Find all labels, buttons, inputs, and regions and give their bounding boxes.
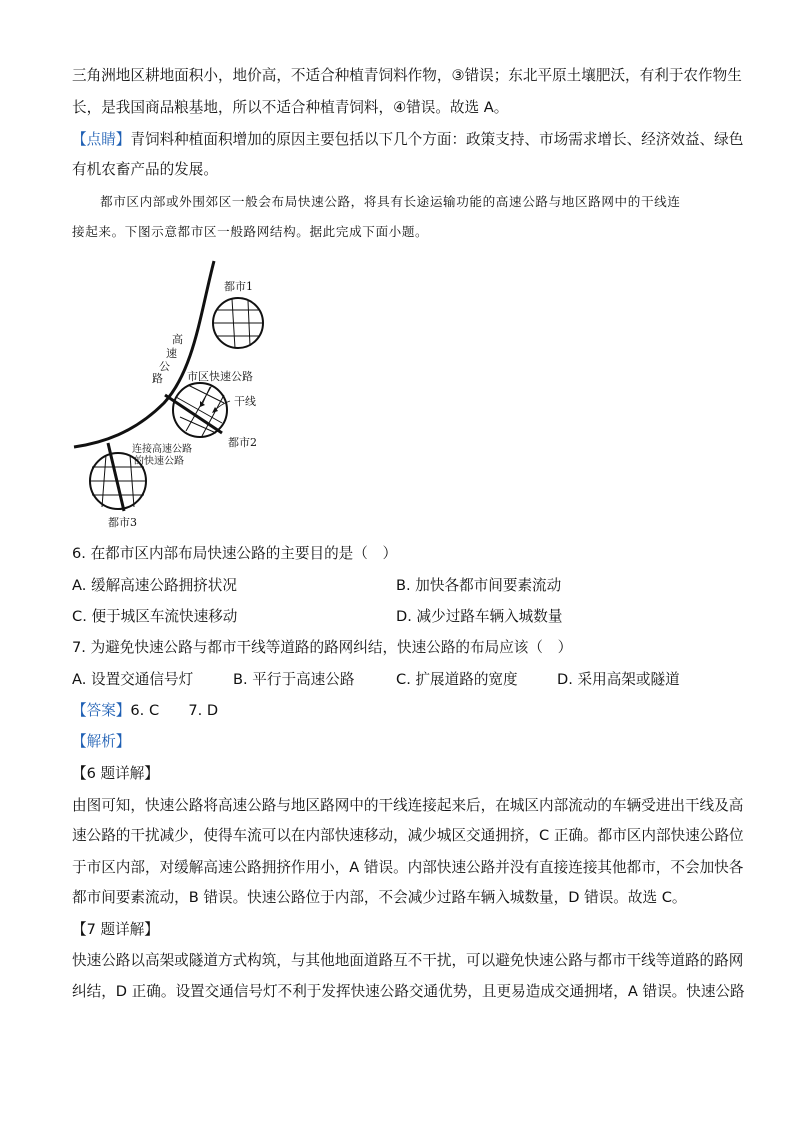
analysis-tag: 【解析】 — [72, 733, 131, 750]
city-1 — [213, 298, 263, 348]
answer-tag: 【答案】 — [72, 702, 131, 719]
q7-option-a: A. 设置交通信号灯 — [72, 671, 194, 688]
q7-option-c: C. 扩展道路的宽度 — [396, 671, 518, 688]
body-text-line: 于市区内部，对缓解高速公路拥挤作用小，A 错误。内部快速公路并没有直接连接其他都市，不会加快各 — [72, 859, 744, 876]
answer-text: 6. C 7. D — [130, 702, 219, 719]
body-text-line: 都市间要素流动，B 错误。快速公路位于内部，不会减少过路车辆入城数量，D 错误。故选 C。 — [72, 889, 687, 906]
detail-6-tag: 【6 题详解】 — [72, 765, 159, 782]
dianjing-text: 青饲料种植面积增加的原因主要包括以下几个方面：政策支持、市场需求增长、经济效益、绿色 — [130, 131, 744, 148]
trunk-line-label: 干线 — [234, 395, 256, 408]
body-text-line: 由图可知，快速公路将高速公路与地区路网中的干线连接起来后，在城区内部流动的车辆受进出干线及高 — [72, 797, 744, 814]
question-7-stem: 7. 为避免快速公路与都市干线等道路的路网纠结，快速公路的布局应该（ ） — [72, 639, 573, 656]
city-2-label: 都市2 — [228, 436, 257, 449]
q6-option-d: D. 减少过路车辆入城数量 — [396, 608, 563, 625]
dianjing-tag: 【点睛】 — [72, 131, 131, 148]
body-text-line: 纠结，D 正确。设置交通信号灯不利于发挥快速公路交通优势，且更易造成交通拥堵，A 错误。快速公路 — [72, 983, 745, 1000]
body-text-line: 有机农畜产品的发展。 — [72, 161, 218, 178]
city-3-label: 都市3 — [108, 516, 137, 529]
connector-label-line2: 的快速公路 — [134, 456, 184, 467]
city-1-label: 都市1 — [224, 280, 253, 293]
highway-label: 高 速 公 路 — [152, 333, 183, 385]
road-network-diagram — [72, 255, 272, 530]
q6-option-a: A. 缓解高速公路拥挤状况 — [72, 577, 237, 594]
urban-expressway-label: 市区快速公路 — [187, 370, 253, 383]
body-text-line: 三角洲地区耕地面积小，地价高，不适合种植青饲料作物，③错误；东北平原土壤肥沃，有利于农作物生 — [72, 67, 742, 84]
body-text-line: 长，是我国商品粮基地，所以不适合种植青饲料，④错误。故选 A。 — [72, 99, 509, 116]
q6-option-b: B. 加快各都市间要素流动 — [396, 577, 562, 594]
body-text-line: 快速公路以高架或隧道方式构筑，与其他地面道路互不干扰，可以避免快速公路与都市干线等道路的路网 — [72, 952, 744, 969]
intro-text-line: 都市区内部或外围郊区一般会布局快速公路，将具有长途运输功能的高速公路与地区路网中的干线连 — [100, 194, 681, 209]
q6-option-c: C. 便于城区车流快速移动 — [72, 608, 238, 625]
connector-label-line1: 连接高速公路 — [132, 444, 192, 455]
detail-7-tag: 【7 题详解】 — [72, 921, 159, 938]
dianjing-line — [72, 130, 743, 150]
q7-option-d: D. 采用高架或隧道 — [557, 671, 680, 688]
body-text-line: 速公路的干扰减少，使得车流可以在内部快速移动，减少城区交通拥挤，C 正确。都市区内部快速公路位 — [72, 827, 744, 844]
q7-option-b: B. 平行于高速公路 — [233, 671, 355, 688]
question-6-stem: 6. 在都市区内部布局快速公路的主要目的是（ ） — [72, 545, 398, 562]
intro-text-line: 接起来。下图示意都市区一般路网结构。据此完成下面小题。 — [72, 224, 429, 239]
answer-line — [72, 701, 218, 721]
